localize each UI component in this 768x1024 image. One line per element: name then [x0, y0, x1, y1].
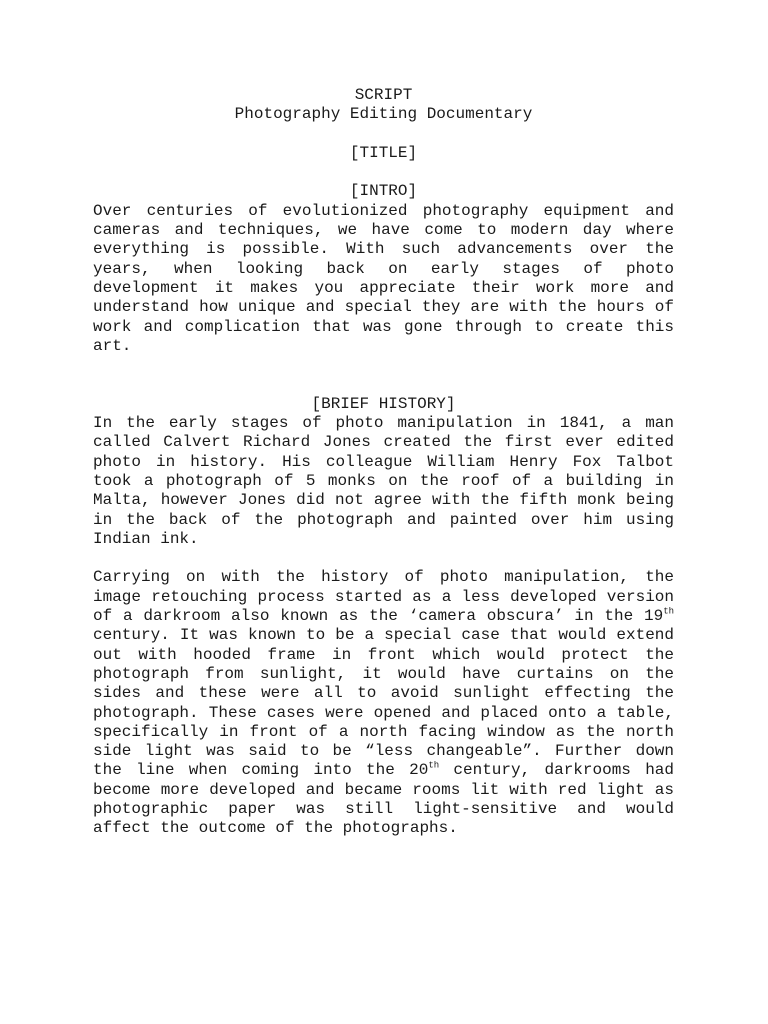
history-text-part-2: century. It was known to be a special case that would extend out with hooded frame in front which would protect the photograph from sunlight, it would have curtains on the sides and these were all to avoid sunlight effecting the photograph. These cases were opened and placed onto a table, specifically in front of a north facing window as the north side light was said to be “less changeable”. Further down the line when coming into the 20: [93, 626, 674, 780]
history-paragraph-2: [93, 568, 674, 838]
history-text-part-3: century, darkrooms had become more developed and became rooms lit with red light as photographic paper was still light-sensitive and would affect the outcome of the photographs.: [93, 761, 674, 838]
intro-paragraph: Over centuries of evolutionized photography equipment and cameras and techniques, we have come to modern day where everything is possible. With such advancements over the years, when looking back on early stages of photo development it makes you appreciate their work more and understand how unique and special they are with the hours of work and complication that was gone through to create this art.: [93, 201, 674, 355]
spacer: [93, 125, 674, 144]
spacer: [93, 356, 674, 395]
title-marker: [TITLE]: [349, 143, 418, 162]
script-label: SCRIPT: [354, 86, 413, 104]
document-page: [93, 86, 674, 839]
history-text-part-1: Carrying on with the history of photo manipulation, the image retouching process started as a less developed version of a darkroom also known as the ‘camera obscura’ in the 19: [93, 568, 674, 626]
document-title: Photography Editing Documentary: [234, 105, 533, 124]
history-marker: [BRIEF HISTORY]: [311, 394, 456, 413]
ordinal-suffix: th: [663, 606, 674, 617]
ordinal-suffix: th: [428, 761, 440, 772]
spacer: [93, 549, 674, 568]
history-paragraph-1: In the early stages of photo manipulation in 1841, a man called Calvert Richard Jones created the first ever edited photo in history. His colleague William Henry Fox Talbot took a photograph of 5 monks on the roof of a building in Malta, however Jones did not agree with the fifth monk being in the back of the photograph and painted over him using Indian ink.: [93, 414, 674, 548]
intro-marker: [INTRO]: [349, 182, 418, 201]
spacer: [93, 163, 674, 182]
